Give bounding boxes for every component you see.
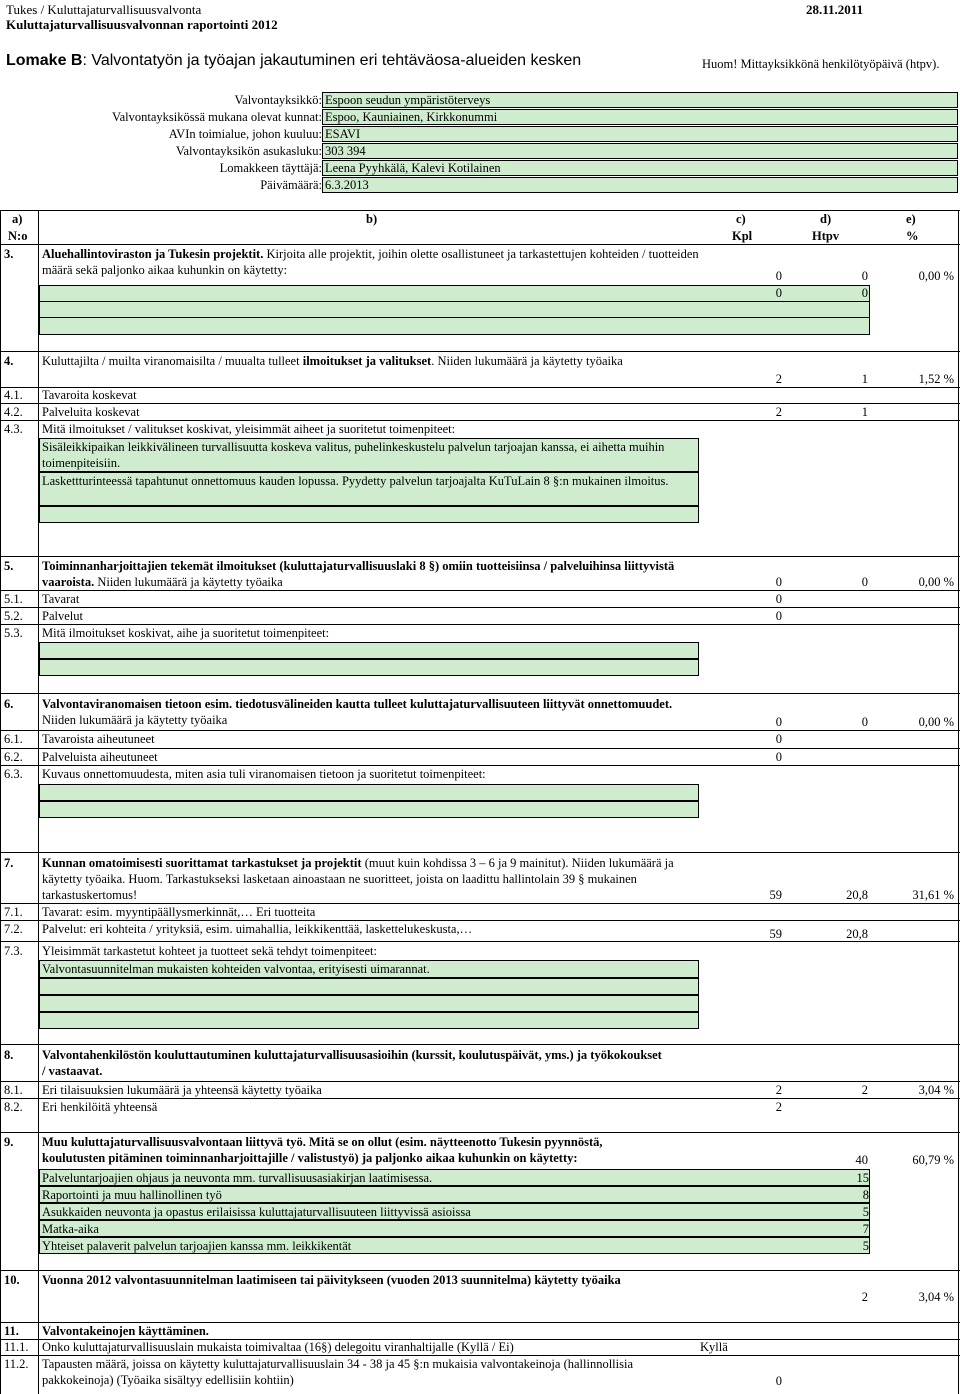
s9-item-htpv: 15 (856, 1171, 869, 1185)
s9-description: Muu kuluttajaturvallisuusvalvontaan liittyvä työ. Mitä se on ollut (esim. näytteenotto Tukesin pyynnöstä, koulutusten pitäminen toiminnanharjoittajille / valistustyö) ja paljonko aikaa kuhunkin on käytetty: (42, 1135, 603, 1165)
info-label: Valvontayksikkö: (234, 93, 322, 107)
s4-htpv: 1 (861, 372, 868, 386)
info-value-field[interactable]: ESAVI (322, 126, 958, 142)
s7-r2-number: 7.2. (4, 922, 23, 936)
rule (0, 941, 960, 942)
s6-bold: Valvontaviranomaisen tietoon esim. tiedotusvälineiden kautta tulleet kuluttajaturvallisuuteen liittyvät onnettomuudet. (42, 697, 673, 711)
s7-topic-field-4[interactable] (39, 1012, 699, 1029)
s6-r3-number: 6.3. (4, 767, 23, 781)
s6-r3-label: Kuvaus onnettomuudesta, miten asia tuli viranomaisen tietoon ja suoritetut toimenpiteet: (42, 767, 486, 781)
s3-kpl: 0 (775, 269, 782, 283)
s6-topic-field-1[interactable] (39, 784, 699, 801)
rule (0, 1270, 960, 1271)
s7-htpv: 20,8 (846, 888, 868, 902)
s5-topic-field-2[interactable] (39, 659, 699, 676)
info-label: AVIn toimialue, johon kuuluu: (168, 127, 322, 141)
s5-r1-number: 5.1. (4, 592, 23, 606)
s5-kpl: 0 (775, 575, 782, 589)
s3-description (42, 246, 722, 278)
s8-r2-number: 8.2. (4, 1100, 23, 1114)
s7-description (42, 855, 702, 903)
s3-pct: 0,00 % (918, 269, 954, 283)
s9-item-htpv: 5 (862, 1239, 869, 1253)
s11-r2-number: 11.2. (4, 1357, 29, 1371)
s6-pct: 0,00 % (918, 715, 954, 729)
col-c-header: c) (736, 212, 746, 226)
org-name: Tukes / Kuluttajaturvallisuusvalvonta (6, 2, 202, 17)
s7-topic-field-2[interactable] (39, 978, 699, 995)
s4-text-1: Kuluttajilta / muilta viranomaisilta / muualta tulleet (42, 354, 303, 368)
s6-description (42, 696, 682, 728)
rule (0, 351, 960, 352)
s8-r2-kpl: 2 (775, 1100, 782, 1114)
s7-r2-htpv: 20,8 (846, 927, 868, 941)
rule (0, 387, 960, 388)
s4-topic-field-1[interactable] (39, 438, 699, 472)
s6-text: Niiden lukumäärä ja käytetty työaika (42, 713, 228, 727)
s7-r3-number: 7.3. (4, 944, 23, 958)
s4-r3-label: Mitä ilmoitukset / valitukset koskivat, yleisimmät aiheet ja suoritetut toimenpiteet: (42, 422, 456, 436)
s6-r1-number: 6.1. (4, 732, 23, 746)
col-a-header: a) (12, 212, 23, 226)
s8-r1-pct: 3,04 % (918, 1083, 954, 1097)
s6-r1-label: Tavaroista aiheutuneet (42, 732, 155, 746)
s4-r3-number: 4.3. (4, 422, 23, 436)
s7-bold: Kunnan omatoimisesti suorittamat tarkastukset ja projektit (42, 856, 362, 870)
s9-pct: 60,79 % (912, 1153, 954, 1167)
s4-text-2: . Niiden lukumäärä ja käytetty työaika (431, 354, 623, 368)
s7-r3-label: Yleisimmät tarkastetut kohteet ja tuotteet sekä tehdyt toimenpiteet: (42, 944, 377, 958)
s4-number: 4. (4, 354, 14, 368)
s11-r2-value: 0 (775, 1374, 782, 1388)
info-label: Valvontayksikön asukasluku: (175, 144, 322, 158)
s8-r1-htpv: 2 (861, 1083, 868, 1097)
rule (0, 210, 960, 211)
info-row-avi (40, 126, 958, 143)
s8-r1-label: Eri tilaisuuksien lukumäärä ja yhteensä käytetty työaika (42, 1083, 322, 1097)
s5-r3-number: 5.3. (4, 626, 23, 640)
s11-description: Valvontakeinojen käyttäminen. (42, 1324, 209, 1338)
s3-row2-htpv: 0 (861, 286, 868, 300)
s3-htpv: 0 (861, 269, 868, 283)
s6-number: 6. (4, 697, 14, 711)
info-row-population (40, 143, 958, 160)
s9-item-row[interactable] (39, 1220, 870, 1237)
col-b-header: b) (366, 212, 378, 226)
col-e-header: e) (906, 212, 916, 226)
s5-text: Niiden lukumäärä ja käytetty työaika (94, 575, 283, 589)
s9-item-htpv: 8 (862, 1188, 869, 1202)
s6-r1-kpl: 0 (775, 732, 782, 746)
info-value-field[interactable]: Espoon seudun ympäristöterveys (322, 92, 958, 108)
s10-pct: 3,04 % (918, 1290, 954, 1304)
rule (0, 590, 960, 591)
header-date: 28.11.2011 (806, 2, 864, 17)
col-nro-header: N:o (8, 229, 28, 243)
s4-kpl: 2 (775, 372, 782, 386)
s6-r2-kpl: 0 (775, 750, 782, 764)
s3-project-row-2[interactable] (39, 301, 870, 318)
s4-bold: ilmoitukset ja valitukset (302, 354, 432, 368)
s5-number: 5. (4, 559, 14, 573)
s8-description: Valvontahenkilöstön kouluttautuminen kuluttajaturvallisuusasioihin (kurssit, koulutuspäivät, yms.) ja työkokoukset / vastaavat. (42, 1048, 662, 1078)
col-kpl-header: Kpl (732, 229, 753, 243)
info-row-filler (40, 160, 958, 177)
s4-topic-text-2: Laskettturinteessä tapahtunut onnettomuus kauden lopussa. Pyydetty palvelun tarjoajalta KuTuLain 8 §:n mukainen ilmoitus. (42, 474, 669, 488)
s9-item-row[interactable] (39, 1169, 870, 1186)
s5-htpv: 0 (861, 575, 868, 589)
rule (0, 1132, 960, 1133)
col-d-header: d) (820, 212, 832, 226)
s3-number: 3. (4, 247, 14, 261)
s5-topic-field-1[interactable] (39, 642, 699, 659)
info-row-unit (40, 92, 958, 109)
info-label: Lomakkeen täyttäjä: (219, 161, 322, 175)
s6-r2-number: 6.2. (4, 750, 23, 764)
s3-title: Aluehallintoviraston ja Tukesin projektit. (42, 247, 264, 261)
s6-r2-label: Palveluista aiheutuneet (42, 750, 158, 764)
s9-number: 9. (4, 1135, 14, 1149)
s5-bold: Toiminnanharjoittajien tekemät ilmoitukset (kuluttajaturvallisuuslaki 8 §) omiin tuotteisiinsa / palveluihinsa liittyvistä vaaroista. (42, 559, 675, 589)
s11-r2-label: Tapausten määrä, joissa on käytetty kuluttajaturvallisuuslain 34 - 38 ja 45 §:n mukaisia valvontakeinoja (hallinnollisia pakkokeinoja) (Työaika sisältyy edellisiin kohtiin) (42, 1357, 634, 1387)
info-value-field[interactable]: Leena Pyyhkälä, Kalevi Kotilainen (322, 160, 958, 176)
info-value-field[interactable]: Espoo, Kauniainen, Kirkkonummi (322, 109, 958, 125)
s8-r1-kpl: 2 (775, 1083, 782, 1097)
s7-r2-kpl: 59 (769, 927, 782, 941)
col-pct-header: % (906, 229, 919, 243)
s7-kpl: 59 (769, 888, 782, 902)
s10-number: 10. (4, 1273, 20, 1287)
s7-pct: 31,61 % (912, 888, 954, 902)
s6-kpl: 0 (775, 715, 782, 729)
s4-r1-number: 4.1. (4, 388, 23, 402)
s4-r1-label: Tavaroita koskevat (42, 388, 137, 402)
info-value-field[interactable]: 6.3.2013 (322, 177, 958, 193)
s5-pct: 0,00 % (918, 575, 954, 589)
s4-description (42, 353, 623, 369)
s9-item-label: Matka-aika (42, 1222, 99, 1236)
s4-r2-kpl: 2 (775, 405, 782, 419)
s5-r1-label: Tavarat (42, 592, 80, 606)
s6-htpv: 0 (861, 715, 868, 729)
s9-htpv: 40 (855, 1153, 868, 1167)
s5-r3-label: Mitä ilmoitukset koskivat, aihe ja suoritetut toimenpiteet: (42, 626, 330, 640)
s4-topic-field-3[interactable] (39, 506, 699, 523)
s9-item-label: Palveluntarjoajien ohjaus ja neuvonta mm. turvallisuusasiakirjan laatimisessa. (42, 1171, 433, 1185)
rule (0, 852, 960, 853)
s3-project-row-3[interactable] (39, 317, 870, 335)
s7-topic-field-1[interactable] (39, 960, 699, 978)
s8-r2-label: Eri henkilöitä yhteensä (42, 1100, 158, 1114)
rule (0, 244, 960, 245)
s8-r1-number: 8.1. (4, 1083, 23, 1097)
s5-r2-number: 5.2. (4, 609, 23, 623)
form-title (6, 52, 581, 70)
s4-topic-field-2[interactable] (39, 472, 699, 506)
s7-topic-field-3[interactable] (39, 995, 699, 1012)
s5-r2-label: Palvelut (42, 609, 83, 623)
s3-row2-kpl: 0 (775, 286, 782, 300)
s4-r2-number: 4.2. (4, 405, 23, 419)
s4-r2-label: Palveluita koskevat (42, 405, 140, 419)
s9-item-htpv: 7 (862, 1222, 869, 1236)
s7-r1-number: 7.1. (4, 905, 23, 919)
s11-r1-value: Kyllä (700, 1340, 728, 1354)
s10-htpv: 2 (861, 1290, 868, 1304)
s7-text: (muut kuin kohdissa 3 – 6 ja 9 mainitut). Niiden lukumäärä ja käytetty työaika. Huom. Tarkastukseksi lasketaan ainoastaan ne suoritteet, joista on laadittu hallintolain 39 § mukainen tarkastuskertomus! (42, 856, 674, 902)
s10-description: Vuonna 2012 valvontasuunnitelman laatimiseen tai päivitykseen (vuoden 2013 suunnitelma) käytetty työaika (42, 1273, 621, 1287)
col-htpv-header: Htpv (812, 229, 840, 243)
form-title-bold: Lomake B (6, 52, 83, 69)
info-value-field[interactable]: 303 394 (322, 143, 958, 159)
s4-pct: 1,52 % (918, 372, 954, 386)
form-title-rest: : Valvontatyön ja työajan jakautuminen eri tehtäväosa-alueiden kesken (82, 52, 582, 69)
report-name: Kuluttajaturvallisuusvalvonnan raportointi 2012 (6, 17, 278, 32)
s7-r2-label: Palvelut: eri kohteita / yrityksiä, esim. uimahallia, leikkikenttää, laskettelukeskusta,… (42, 922, 473, 936)
s3-text: Kirjoita alle projektit, joihin olette osallistuneet ja tarkastettujen kohteiden / tuotteiden määrä sekä paljonko aikaa kuhunkin on käytetty: (42, 247, 699, 277)
s5-r1-kpl: 0 (775, 592, 782, 606)
rule (0, 607, 960, 608)
info-row-date (40, 177, 958, 194)
s5-r2-kpl: 0 (775, 609, 782, 623)
s7-topic-text-1: Valvontasuunnitelman mukaisten kohteiden valvontaa, erityisesti uimarannat. (42, 962, 430, 976)
s9-item-label: Yhteiset palaverit palvelun tarjoajien kanssa mm. leikkikentät (42, 1239, 352, 1253)
s8-number: 8. (4, 1048, 14, 1062)
s5-description (42, 558, 702, 590)
s11-r1-number: 11.1. (4, 1340, 29, 1354)
s11-r1-label: Onko kuluttajaturvallisuuslain mukaista toimivaltaa (16§) delegoitu viranhaltijalle (Kyllä / Ei) (42, 1340, 514, 1354)
s9-item-htpv: 5 (862, 1205, 869, 1219)
s4-r2-htpv: 1 (861, 405, 868, 419)
rule (0, 1044, 960, 1045)
s9-item-label: Raportointi ja muu hallinollinen työ (42, 1188, 222, 1202)
rule (0, 556, 960, 557)
s7-number: 7. (4, 856, 14, 870)
s9-item-row[interactable] (39, 1186, 870, 1203)
s6-topic-field-2[interactable] (39, 801, 699, 818)
s11-number: 11. (4, 1324, 19, 1338)
info-row-municipalities (40, 109, 958, 126)
s9-item-row[interactable] (39, 1203, 870, 1220)
unit-note: Huom! Mittayksikkönä henkilötyöpäivä (htpv). (702, 57, 940, 71)
info-label: Päivämäärä: (260, 178, 322, 192)
s9-item-row[interactable] (39, 1237, 870, 1254)
info-label: Valvontayksikössä mukana olevat kunnat: (111, 110, 322, 124)
s4-topic-text-1: Sisäleikkipaikan leikkivälineen turvallisuutta koskeva valitus, puhelinkeskustelu palvelun tarjoajan kanssa, ei aihetta muihin toimenpiteisiin. (42, 440, 665, 470)
rule (0, 693, 960, 694)
s7-r1-label: Tavarat: esim. myyntipäällysmerkinnät,… Eri tuotteita (42, 905, 316, 919)
s9-item-label: Asukkaiden neuvonta ja opastus erilaisissa kuluttajaturvallisuuteen liittyvissä asioissa (42, 1205, 471, 1219)
